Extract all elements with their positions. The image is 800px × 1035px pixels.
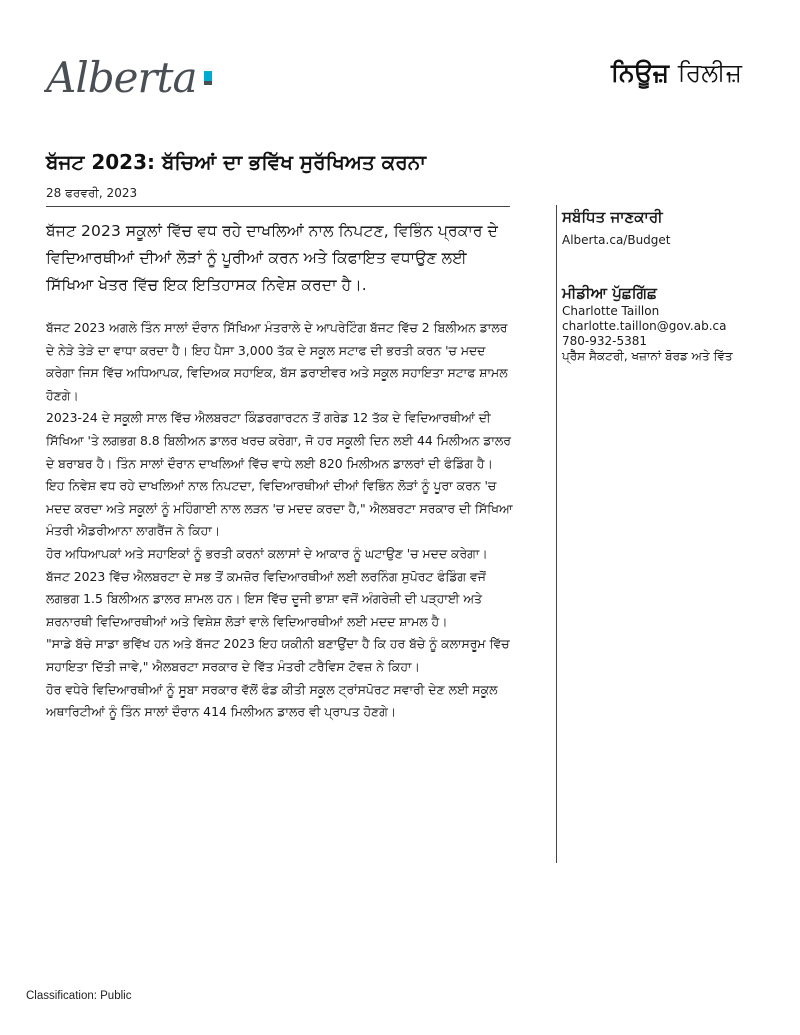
contact-role: ਪ੍ਰੈੱਸ ਸੈਕਟਰੀ, ਖਜ਼ਾਨਾਂ ਬੋਰਡ ਅਤੇ ਵਿੱਤ: [562, 349, 733, 363]
lead-paragraph: ਬੱਜਟ 2023 ਸਕੂਲਾਂ ਵਿੱਚ ਵਧ ਰਹੇ ਦਾਖਲਿਆਂ ਨਾਲ ਨਿਪਟਣ, ਵਿਭਿੰਨ ਪ੍ਰਕਾਰ ਦੇ ਵਿਦਿਆਰਥੀਆਂ ਦੀਆਂ ਲੋੜਾਂ ਨੂੰ ਪੂਰੀਆਂ ਕਰਨ ਅਤੇ ਕਿਫਾਇਤ ਵਧਾਉਣ ਲਈ ਸਿੱਖਿਆ ਖੇਤਰ ਵਿੱਚ ਇਕ ਇਤਿਹਾਸਕ ਨਿਵੇਸ਼ ਕਰਦਾ ਹੈ।.: [46, 222, 498, 294]
contact-name: Charlotte Taillon: [562, 304, 660, 318]
release-type-bold: ਨਿਊਜ਼: [610, 58, 669, 87]
body-paragraph: ਬੱਜਟ 2023 ਅਗਲੇ ਤਿੰਨ ਸਾਲਾਂ ਦੌਰਾਨ ਸਿੱਖਿਆ ਮੰਤਰਾਲੇ ਦੇ ਆਪਰੇਟਿੰਗ ਬੱਜਟ ਵਿੱਚ 2 ਬਿਲੀਅਨ ਡਾਲਰ ਦੇ ਨੇੜੇ ਤੇੜੇ ਦਾ ਵਾਧਾ ਕਰਦਾ ਹੈ। ਇਹ ਪੈਸਾ 3,000 ਤੱਕ ਦੇ ਸਕੂਲ ਸਟਾਫ ਦੀ ਭਰਤੀ ਕਰਨ 'ਚ ਮਦਦ ਕਰੇਗਾ ਜਿਸ ਵਿੱਚ ਅਧਿਆਪਕ, ਵਿਦਿਅਕ ਸਹਾਇਕ, ਬੱਸ ਡਰਾਈਵਰ ਅਤੇ ਸਕੂਲ ਸਹਾਇਤਾ ਸਟਾਫ ਸ਼ਾਮਲ ਹੋਣਗੇ।: [46, 320, 508, 403]
body-paragraph: ਹੋਰ ਵਧੇਰੇ ਵਿਦਿਆਰਥੀਆਂ ਨੂੰ ਸੂਬਾ ਸਰਕਾਰ ਵੱਲੋਂ ਫੰਡ ਕੀਤੀ ਸਕੂਲ ਟ੍ਰਾਂਸਪੋਰਟ ਸਵਾਰੀ ਦੇਣ ਲਈ ਸਕੂਲ ਅਥਾਰਿਟੀਆਂ ਨੂੰ ਤਿੰਨ ਸਾਲਾਂ ਦੌਰਾਨ 414 ਮਿਲੀਅਨ ਡਾਲਰ ਵੀ ਪ੍ਰਾਪਤ ਹੋਣਗੇ।: [46, 681, 498, 720]
related-info-heading: ਸਬੰਧਿਤ ਜਾਣਕਾਰੀ: [562, 208, 663, 226]
media-contact: [562, 304, 762, 364]
sidebar: [562, 206, 762, 364]
body-paragraph: ਬੱਜਟ 2023 ਵਿੱਚ ਐਲਬਰਟਾ ਦੇ ਸਭ ਤੋਂ ਕਮਜ਼ੋਰ ਵਿਦਿਆਰਥੀਆਂ ਲਈ ਲਰਨਿੰਗ ਸੁਪੋਰਟ ਫੰਡਿੰਗ ਵਜੋਂ ਲਗਭਗ 1.5 ਬਿਲੀਅਨ ਡਾਲਰ ਸ਼ਾਮਲ ਹਨ। ਇਸ ਵਿੱਚ ਦੂਜੀ ਭਾਸ਼ਾ ਵਜੋਂ ਅੰਗਰੇਜ਼ੀ ਦੀ ਪੜ੍ਹਾਈ ਅਤੇ ਸ਼ਰਨਾਰਥੀ ਵਿਦਿਆਰਥੀਆਂ ਅਤੇ ਵਿਸ਼ੇਸ਼ ਲੋੜਾਂ ਵਾਲੇ ਵਿਦਿਆਰਥੀਆਂ ਲਈ ਮਦਦ ਸ਼ਾਮਲ ਹੈ।: [46, 568, 486, 629]
body-paragraph: ਹੋਰ ਅਧਿਆਪਕਾਂ ਅਤੇ ਸਹਾਇਕਾਂ ਨੂੰ ਭਰਤੀ ਕਰਨਾਂ ਕਲਾਸਾਂ ਦੇ ਆਕਾਰ ਨੂੰ ਘਟਾਉਣ 'ਚ ਮਦਦ ਕਰੇਗਾ।: [46, 545, 488, 561]
release-type-light: ਰਿਲੀਜ਼: [677, 58, 742, 87]
release-type: [611, 58, 742, 88]
media-inquiries-heading: ਮੀਡੀਆ ਪੁੱਛਗਿੱਛ: [562, 284, 657, 302]
classification-label: Classification: Public: [26, 990, 132, 1002]
column-divider: [556, 205, 557, 863]
body-paragraph: "ਸਾਡੇ ਬੱਚੇ ਸਾਡਾ ਭਵਿੱਖ ਹਨ ਅਤੇ ਬੱਜਟ 2023 ਇਹ ਯਕੀਨੀ ਬਣਾਉਂਦਾ ਹੈ ਕਿ ਹਰ ਬੱਚੇ ਨੂੰ ਕਲਾਸਰੂਮ ਵਿੱਚ ਸਹਾਇਤਾ ਦਿੱਤੀ ਜਾਵੇ," ਐਲਬਰਟਾ ਸਰਕਾਰ ਦੇ ਵਿੱਤ ਮੰਤਰੀ ਟਰੈਵਿਸ ਟੋਵਜ਼ ਨੇ ਕਿਹਾ।: [46, 636, 510, 674]
contact-phone: 780-932-5381: [562, 334, 648, 348]
release-date: 28 ਫਰਵਰੀ, 2023: [46, 186, 138, 200]
page-title: ਬੱਜਟ 2023: ਬੱਚਿਆਂ ਦਾ ਭਵਿੱਖ ਸੁਰੱਖਿਅਤ ਕਰਨਾ: [46, 150, 426, 174]
contact-email[interactable]: charlotte.taillon@gov.ab.ca: [562, 319, 727, 333]
article-body: [46, 218, 516, 724]
svg-text:Alberta: Alberta: [46, 53, 197, 102]
alberta-logo: [44, 40, 224, 110]
body-paragraph: ਇਹ ਨਿਵੇਸ਼ ਵਧ ਰਹੇ ਦਾਖਲਿਆਂ ਨਾਲ ਨਿਪਟਦਾ, ਵਿਦਿਆਰਥੀਆਂ ਦੀਆਂ ਵਿਭਿੰਨ ਲੋੜਾਂ ਨੂੰ ਪੂਰਾ ਕਰਨ 'ਚ ਮਦਦ ਕਰਦਾ ਅਤੇ ਸਕੂਲਾਂ ਨੂੰ ਮਹਿੰਗਾਈ ਨਾਲ ਲੜਨ 'ਚ ਮਦਦ ਕਰਦਾ ਹੈ," ਐਲਬਰਟਾ ਸਰਕਾਰ ਦੀ ਸਿੱਖਿਆ ਮੰਤਰੀ ਐਡਰੀਆਨਾ ਲਾਗਰੈਂਜ ਨੇ ਕਿਹਾ।: [46, 478, 513, 539]
body-paragraph: 2023-24 ਦੇ ਸਕੂਲੀ ਸਾਲ ਵਿੱਚ ਐਲਬਰਟਾ ਕਿੰਡਰਗਾਰਟਨ ਤੋਂ ਗਰੇਡ 12 ਤੱਕ ਦੇ ਵਿਦਿਆਰਥੀਆਂ ਦੀ ਸਿੱਖਿਆ 'ਤੇ ਲਗਭਗ 8.8 ਬਿਲੀਅਨ ਡਾਲਰ ਖਰਚ ਕਰੇਗਾ, ਜੋ ਹਰ ਸਕੂਲੀ ਦਿਨ ਲਈ 44 ਮਿਲੀਅਨ ਡਾਲਰ ਦੇ ਬਰਾਬਰ ਹੈ। ਤਿੰਨ ਸਾਲਾਂ ਦੌਰਾਨ ਦਾਖਲਿਆਂ ਵਿੱਚ ਵਾਧੇ ਲਈ 820 ਮਿਲੀਅਨ ਡਾਲਰਾਂ ਦੀ ਫੰਡਿੰਗ ਹੈ।: [46, 410, 511, 471]
title-divider: [46, 206, 510, 207]
related-link[interactable]: Alberta.ca/Budget: [562, 233, 671, 247]
